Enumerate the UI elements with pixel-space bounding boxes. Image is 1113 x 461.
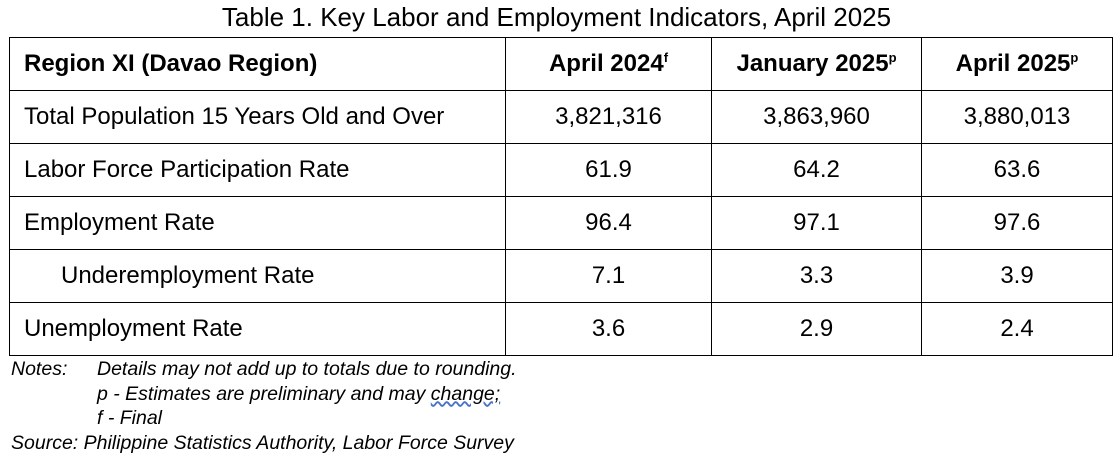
table-cell: 3,821,316 xyxy=(506,91,712,144)
page-title: Table 1. Key Labor and Employment Indicators, April 2025 xyxy=(221,2,892,32)
table-cell: 96.4 xyxy=(506,197,712,250)
source-text: Source: Philippine Statistics Authority, Labor Force Survey xyxy=(11,431,514,454)
table-cell: 3.3 xyxy=(712,250,922,303)
table-row xyxy=(10,91,1113,144)
note-spacer xyxy=(11,406,97,431)
note-text-prefix: p - Estimates are preliminary and may xyxy=(97,382,431,405)
header-period-superscript: p xyxy=(1070,50,1079,65)
note-row xyxy=(11,382,517,407)
table-cell: 3.6 xyxy=(506,303,712,356)
header-period-april-2024 xyxy=(506,38,712,91)
notes-heading: Notes: xyxy=(11,358,68,380)
table-header-row xyxy=(10,38,1113,91)
source-row xyxy=(11,431,517,456)
table-row xyxy=(10,144,1113,197)
indicators-table xyxy=(9,37,1113,356)
table-notes xyxy=(11,357,517,455)
table-cell: 64.2 xyxy=(712,144,922,197)
header-period-superscript: p xyxy=(888,50,897,65)
header-period-label: January 2025 xyxy=(736,50,889,77)
row-label: Labor Force Participation Rate xyxy=(10,144,506,197)
header-region xyxy=(10,38,506,91)
row-label: Employment Rate xyxy=(10,197,506,250)
note-text: Details may not add up to totals due to rounding. xyxy=(97,358,517,380)
table-row xyxy=(10,303,1113,356)
header-region-label: Region XI (Davao Region) xyxy=(24,50,318,77)
table-cell: 7.1 xyxy=(506,250,712,303)
header-period-label: April 2025 xyxy=(955,50,1071,77)
header-period-superscript: f xyxy=(663,50,669,65)
note-text: f - Final xyxy=(97,407,163,429)
table-row xyxy=(10,197,1113,250)
note-row xyxy=(11,406,517,431)
row-label: Unemployment Rate xyxy=(10,303,506,356)
table-cell: 61.9 xyxy=(506,144,712,197)
note-text-underlined-word: change; xyxy=(430,382,501,405)
table-cell: 97.6 xyxy=(922,197,1113,250)
header-period-label: April 2024 xyxy=(548,50,664,77)
table-cell: 3.9 xyxy=(922,250,1113,303)
table-cell: 2.9 xyxy=(712,303,922,356)
table-cell: 97.1 xyxy=(712,197,922,250)
table-cell: 3,863,960 xyxy=(712,91,922,144)
table-cell: 2.4 xyxy=(922,303,1113,356)
table-cell: 63.6 xyxy=(922,144,1113,197)
note-spacer xyxy=(11,382,97,407)
header-period-april-2025 xyxy=(922,38,1113,91)
row-label: Underemployment Rate xyxy=(10,250,506,303)
header-period-january-2025 xyxy=(712,38,922,91)
row-label: Total Population 15 Years Old and Over xyxy=(10,91,506,144)
table-cell: 3,880,013 xyxy=(922,91,1113,144)
note-text xyxy=(97,382,500,407)
note-row xyxy=(11,357,517,382)
table-row xyxy=(10,250,1113,303)
